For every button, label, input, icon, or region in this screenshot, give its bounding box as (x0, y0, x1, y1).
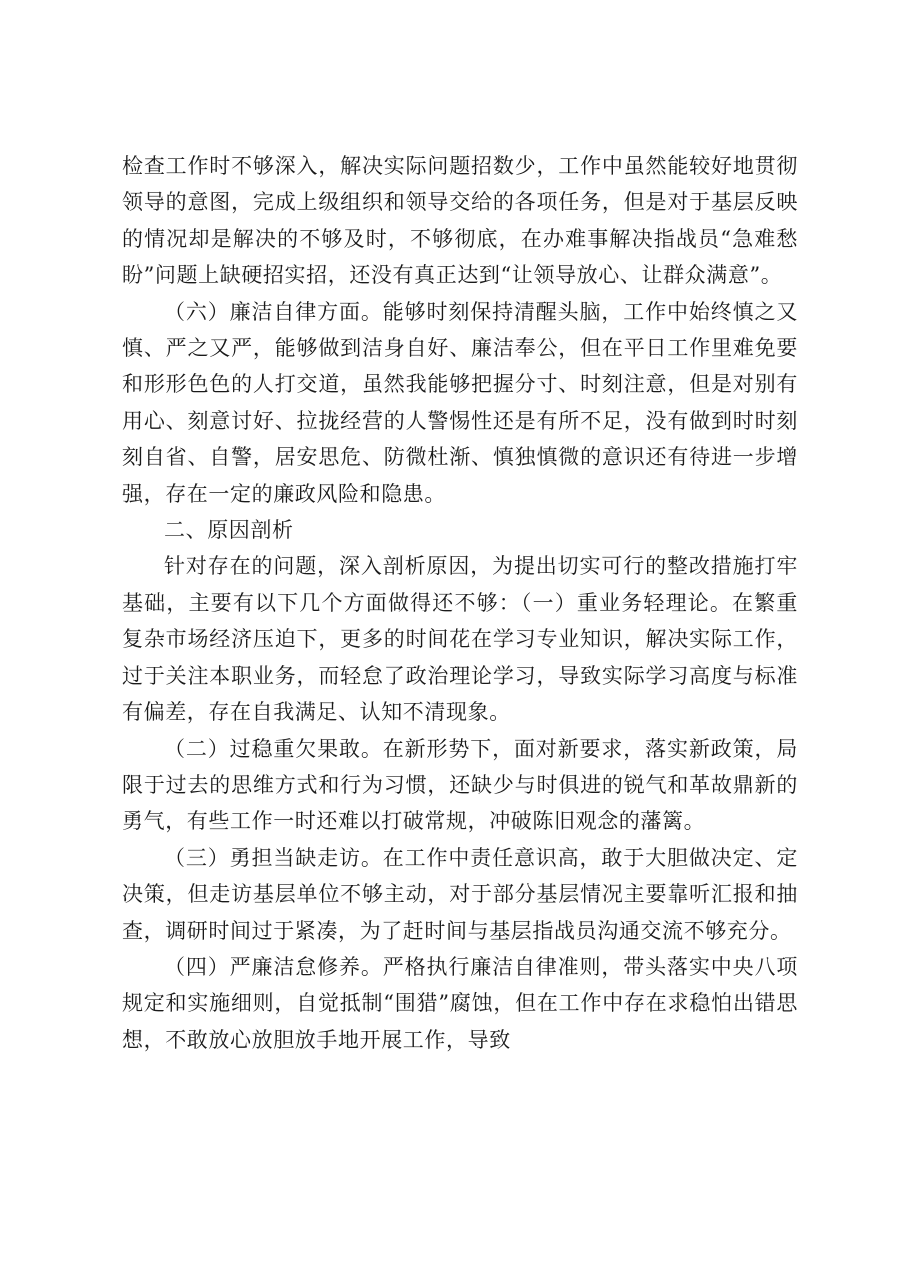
paragraph-cause-four: （四）严廉洁怠修养。严格执行廉洁自律准则，带头落实中央八项规定和实施细则，自觉抵制“围猎”腐蚀，但在工作中存在求稳怕出错思想，不敢放心放胆放手地开展工作，导致 (122, 954, 798, 1052)
section-heading-cause-analysis: 二、原因剖析 (164, 518, 294, 543)
document-body (122, 148, 798, 1058)
paragraph-continuation: 检查工作时不够深入，解决实际问题招数少，工作中虽然能较好地贯彻领导的意图，完成上级组织和领导交给的各项任务，但是对于基层反映的情况却是解决的不够及时，不够彻底，在办难事解决指战员“急难愁盼”问题上缺硬招实招，还没有真正达到“让领导放心、让群众满意”。 (122, 154, 798, 288)
paragraph-cause-two: （二）过稳重欠果敢。在新形势下，面对新要求，落实新政策，局限于过去的思维方式和行为习惯，还缺少与时俱进的锐气和革故鼎新的勇气，有些工作一时还难以打破常规，冲破陈旧观念的藩篱。 (122, 736, 798, 834)
paragraph-cause-three: （三）勇担当缺走访。在工作中责任意识高，敢于大胆做决定、定决策，但走访基层单位不够主动，对于部分基层情况主要靠听汇报和抽查，调研时间过于紧凑，为了赶时间与基层指战员沟通交流不够充分。 (122, 845, 798, 943)
paragraph-cause-overview: 针对存在的问题，深入剖析原因，为提出切实可行的整改措施打牢基础，主要有以下几个方面做得还不够：（一）重业务轻理论。在繁重复杂市场经济压迫下，更多的时间花在学习专业知识，解决实际工作，过于关注本职业务，而轻怠了政治理论学习，导致实际学习高度与标准有偏差，存在自我满足、认知不清现象。 (122, 554, 798, 725)
paragraph-integrity-self-discipline: （六）廉洁自律方面。能够时刻保持清醒头脑，工作中始终慎之又慎、严之又严，能够做到洁身自好、廉洁奉公，但在平日工作里难免要和形形色色的人打交道，虽然我能够把握分寸、时刻注意，但是对别有用心、刻意讨好、拉拢经营的人警惕性还是有所不足，没有做到时时刻刻自省、自警，居安思危、防微杜渐、慎独慎微的意识还有待进一步增强，存在一定的廉政风险和隐患。 (122, 299, 798, 506)
